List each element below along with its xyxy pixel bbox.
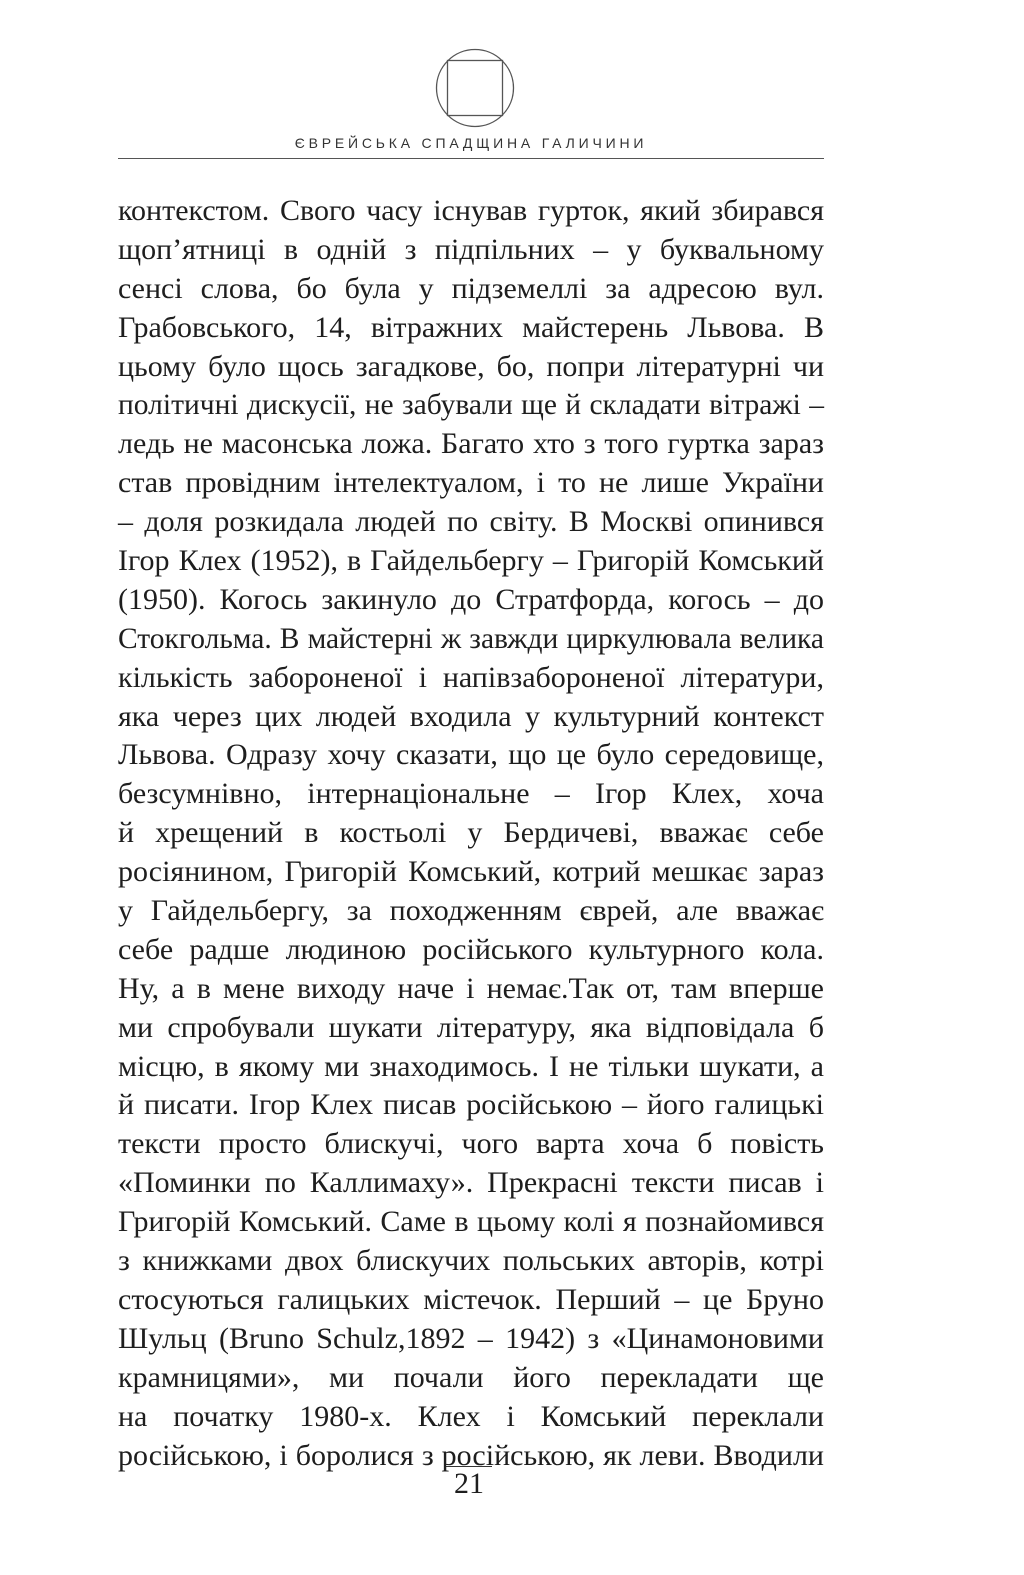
text-line: політичні дискусії, не забували ще й складати вітражі –: [118, 389, 824, 422]
text-line: став провідним інтелектуалом, і то не лише України: [118, 466, 824, 500]
text-line: щоп’ятниці в одній з підпільних – у буквальному: [118, 232, 824, 266]
text-line: Ну, а в мене виходу наче і немає.Так от, там вперше: [118, 971, 824, 1005]
running-header-title: ЄВРЕЙСЬКА СПАДЩИНА ГАЛИЧИНИ: [294, 135, 648, 151]
circle-square-emblem-icon: [435, 48, 515, 128]
text-line: сенсі слова, бо була у підземеллі за адресою вул.: [118, 271, 824, 305]
text-line: на початку 1980-х. Клех і Комський переклали: [118, 1399, 824, 1433]
text-line: ми спробували шукати літературу, яка відповідала б: [118, 1010, 824, 1044]
text-line: крамницями», ми почали його перекладати ще: [118, 1360, 824, 1394]
text-line: росіянином, Григорій Комський, котрий мешкає зараз: [118, 855, 824, 889]
text-line: Грабовського, 14, вітражних майстерень Львова. В: [118, 310, 824, 344]
body-text: [118, 192, 824, 1475]
page-number: 21: [454, 1467, 484, 1500]
text-line: й хрещений в костьолі у Бердичеві, вважає себе: [118, 816, 824, 850]
text-line: Стокгольма. В майстерні ж завжди циркулювала велика: [118, 622, 824, 655]
text-line: Ігор Клех (1952), в Гайдельбергу – Григорій Комський: [118, 544, 824, 578]
text-line: цьому було щось загадкове, бо, попри літературні чи: [118, 349, 824, 383]
text-line: ледь не масонська ложа. Багато хто з того гуртка зараз: [118, 427, 824, 461]
text-line: кількість забороненої і напівзабороненої літератури,: [118, 660, 824, 694]
text-line: Шульц (Bruno Schulz,1892 – 1942) з «Цинамоновими: [118, 1321, 824, 1355]
text-line: з книжками двох блискучих польських авторів, котрі: [118, 1244, 824, 1278]
text-line: безсумнівно, інтернаціональне – Ігор Клех, хоча: [118, 777, 824, 811]
text-line: Григорій Комський. Саме в цьому колі я познайомився: [118, 1205, 824, 1239]
text-line: й писати. Ігор Клех писав російською – його галицькі: [118, 1088, 824, 1122]
text-line: російською, і боролися з російською, як леви. Вводили: [118, 1438, 824, 1472]
text-line: себе радше людиною російського культурного кола.: [118, 932, 824, 966]
text-line: місцю, в якому ми знаходимось. І не тільки шукати, а: [118, 1049, 824, 1083]
text-line: у Гайдельбергу, за походженням єврей, але вважає: [118, 894, 824, 928]
header-divider: [118, 158, 824, 159]
text-line: Львова. Одразу хочу сказати, що це було середовище,: [118, 738, 824, 772]
text-line: тексти просто блискучі, чого варта хоча б повість: [118, 1127, 824, 1161]
text-line: яка через цих людей входила у культурний контекст: [118, 699, 824, 733]
text-line: – доля розкидала людей по світу. В Москві опинився: [118, 505, 824, 539]
text-line: стосуються галицьких містечок. Перший – це Бруно: [118, 1282, 824, 1316]
text-line: «Поминки по Каллимаху». Прекрасні тексти писав і: [118, 1166, 824, 1200]
text-line: (1950). Когось закинуло до Стратфорда, когось – до: [118, 582, 824, 616]
text-line: контекстом. Свого часу існував гурток, який збирався: [118, 194, 824, 227]
